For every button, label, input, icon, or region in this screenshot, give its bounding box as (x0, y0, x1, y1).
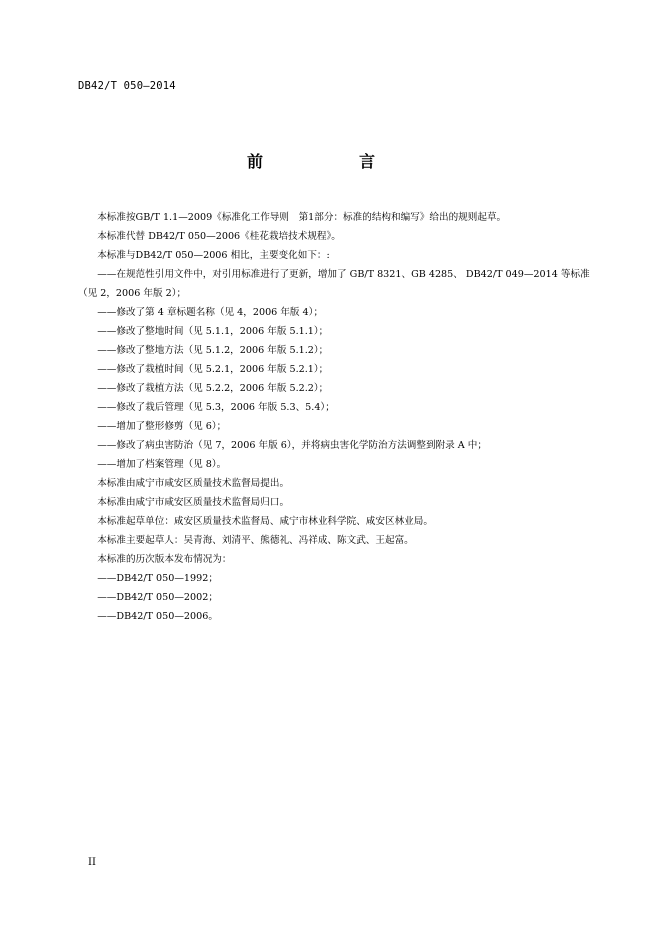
paragraph: 本标准主要起草人：吴青海、刘清平、熊德礼、冯祥成、陈文武、王起富。 (97, 535, 414, 546)
change-item: ——在规范性引用文件中，对引用标准进行了更新，增加了 GB/T 8321、GB 4285、 DB42/T 049—2014 等标准（见 2，2006 年版 2）； (78, 269, 590, 299)
version-item: ——DB42/T 050—2002； (97, 592, 218, 603)
change-item: ——增加了档案管理（见 8）。 (97, 459, 227, 470)
page-number: II (88, 857, 96, 868)
document-code: DB42/T 050—2014 (78, 80, 176, 92)
paragraph: 本标准按GB/T 1.1—2009《标准化工作导则 第1部分：标准的结构和编写》给出的规则起草。 (97, 212, 507, 223)
version-item: ——DB42/T 050—1992； (97, 573, 218, 584)
change-item: ——修改了栽植方法（见 5.2.2，2006 年版 5.2.2）； (97, 383, 329, 394)
change-item: ——修改了第 4 章标题名称（见 4，2006 年版 4）； (97, 307, 324, 318)
change-item: ——修改了整地时间（见 5.1.1，2006 年版 5.1.1）； (97, 326, 329, 337)
paragraph: 本标准与DB42/T 050—2006 相比，主要变化如下：: (97, 250, 330, 261)
change-item: ——修改了栽后管理（见 5.3，2006 年版 5.3、5.4）； (97, 402, 335, 413)
paragraph: 本标准起草单位：咸安区质量技术监督局、咸宁市林业科学院、咸安区林业局。 (97, 516, 433, 527)
paragraph: 本标准由咸宁市咸安区质量技术监督局归口。 (97, 497, 290, 508)
change-item: ——修改了整地方法（见 5.1.2，2006 年版 5.1.2）； (97, 345, 329, 356)
paragraph: 本标准的历次版本发布情况为： (97, 554, 232, 565)
paragraph: 本标准代替 DB42/T 050—2006《桂花栽培技术规程》。 (97, 231, 341, 242)
paragraph: 本标准由咸宁市咸安区质量技术监督局提出。 (97, 478, 290, 489)
version-item: ——DB42/T 050—2006。 (97, 611, 218, 622)
change-item: ——增加了整形修剪（见 6）； (97, 421, 227, 432)
section-title: 前 言 (246, 152, 415, 171)
change-item: ——修改了栽植时间（见 5.2.1，2006 年版 5.2.1）； (97, 364, 329, 375)
foreword-body (78, 208, 598, 626)
change-item: ——修改了病虫害防治（见 7，2006 年版 6），并将病虫害化学防治方法调整到附录 A 中； (97, 440, 487, 451)
